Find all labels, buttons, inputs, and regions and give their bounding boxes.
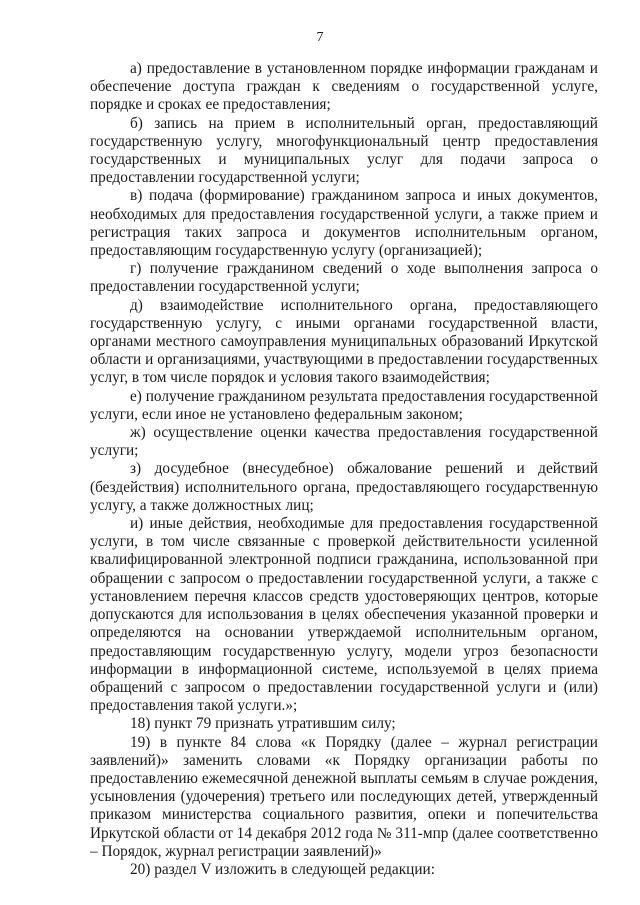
paragraph-item-20: 20) раздел V изложить в следующей редакции: bbox=[130, 860, 435, 878]
paragraph-a: а) предоставление в установленном порядке информации гражданам и обеспечение доступа граждан к сведениям о государственной услуге, порядке и сроках ее предоставления; bbox=[90, 60, 598, 114]
document-body bbox=[90, 60, 598, 879]
paragraph-zh: ж) осуществление оценки качества предоставления государственной услуги; bbox=[90, 424, 598, 460]
paragraph-d: д) взаимодействие исполнительного органа, предоставляющего государственную услугу, с иными органами государственной власти, органами местного самоуправления муниципальных образований Иркутской области и организациями, участвующими в предоставлении государственных услуг, в том числе порядок и условия такого взаимодействия; bbox=[90, 296, 598, 387]
paragraph-g: г) получение гражданином сведений о ходе выполнения запроса о предоставлении государственной услуги; bbox=[90, 260, 598, 296]
paragraph-item-18: 18) пункт 79 признать утратившим силу; bbox=[130, 715, 396, 733]
page-number: 7 bbox=[316, 30, 324, 45]
paragraph-z: з) досудебное (внесудебное) обжалование решений и действий (бездействия) исполнительного органа, предоставляющего государственную услугу, а также должностных лиц; bbox=[90, 460, 598, 514]
paragraph-item-19: 19) в пункте 84 слова «к Порядку (далее – журнал регистрации заявлений)» заменить словами «к Порядку организации работы по предоставлению ежемесячной денежной выплаты семьям в случае рождения, усыновления (удочерения) третьего или последующих детей, утвержденный приказом министерства социального развития, опеки и попечительства Иркутской области от 14 декабря 2012 года № 311-мпр (далее соответственно – Порядок, журнал регистрации заявлений)» bbox=[90, 733, 598, 860]
paragraph-e: е) получение гражданином результата предоставления государственной услуги, если иное не установлено федеральным законом; bbox=[90, 387, 598, 423]
paragraph-i: и) иные действия, необходимые для предоставления государственной услуги, в том числе связанные с проверкой действительности усиленной квалифицированной электронной подписи гражданина, использованной при обращении с запросом о предоставлении государственной услуги, а также с установлением перечня классов средств удостоверяющих центров, которые допускаются для использования в целях обеспечения указанной проверки и определяются на основании утверждаемой исполнительным органом, предоставляющим государственную услугу, модели угроз безопасности информации в информационной системе, используемой в целях приема обращений с запросом о предоставлении государственной услуги и (или) предоставления такой услуги.»; bbox=[90, 515, 598, 715]
paragraph-v: в) подача (формирование) гражданином запроса и иных документов, необходимых для предоставления государственной услуги, а также прием и регистрация таких запроса и документов исполнительным органом, предоставляющим государственную услугу (организацией); bbox=[90, 187, 598, 260]
paragraph-b: б) запись на прием в исполнительный орган, предоставляющий государственную услугу, многофункциональный центр предоставления государственных и муниципальных услуг для подачи запроса о предоставлении государственной услуги; bbox=[90, 114, 598, 187]
